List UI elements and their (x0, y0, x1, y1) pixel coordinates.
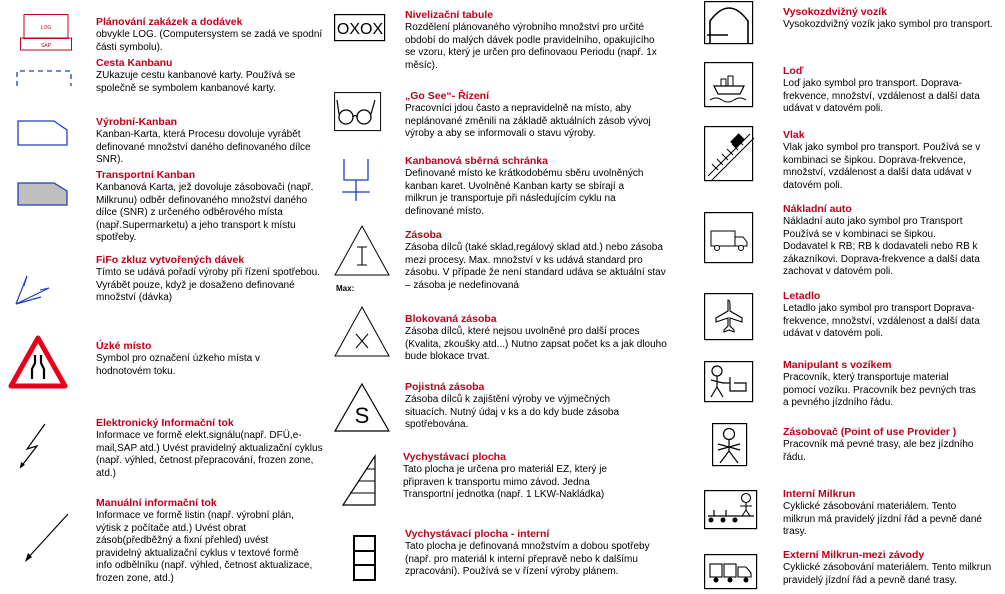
operator-cart-icon (704, 361, 754, 403)
ship-icon (704, 62, 754, 108)
legend-entry-load-leveling (405, 9, 663, 72)
train-icon (704, 126, 754, 182)
entry-title: Pojistná zásoba (405, 381, 485, 393)
pou-provider-icon (712, 423, 748, 467)
go-see-glasses-icon (334, 92, 382, 132)
internal-staging-icon (353, 535, 377, 581)
production-control-bottom-label: SAP (40, 43, 52, 49)
legend-entry-internal-milkrun (783, 488, 983, 539)
legend-entry-inventory (405, 229, 667, 292)
entry-title: Vlak (783, 129, 805, 141)
manual-info-flow-icon (22, 512, 70, 564)
load-leveling-icon (334, 14, 386, 42)
entry-title: Vychystávací plocha - interní (405, 528, 550, 540)
legend-entry-truck (783, 203, 983, 279)
entry-title: „Go See“- Řízení (405, 90, 490, 102)
entry-title: Nivelizační tabule (405, 9, 494, 21)
entry-description: Tato plocha je definovaná množstvím a dobou spotřeby (např. pro materiál k interní přepravě nebo k dalšímu zpracování). Používá se v řízení výroby plánem. (405, 541, 650, 577)
inventory-icon (333, 225, 391, 277)
entry-description: Informace ve formě elekt.signálu(např. DFÜ,e-mail,SAP atd.) Uvést pravidelný aktualizační cyklus (např. výhled, četnost přepracování, frozen zone, atd.) (96, 430, 323, 479)
legend-entry-kanban-post (405, 155, 655, 218)
legend-entry-ship (783, 65, 999, 116)
legend-entry-operator-cart (783, 359, 983, 410)
kanban-post-icon (340, 158, 372, 202)
entry-title: Zásoba (405, 229, 442, 241)
entry-description: Rozdělení plánovaného výrobního množství pro určité období do malých dávek podle pravidelního, opakujícího se vzoru, který je určen pro definovaou Periodu (např. 1x měsíc). (405, 22, 657, 71)
electronic-info-flow-icon (18, 422, 48, 470)
load-leveling-text: OXOX (336, 21, 384, 38)
legend-entry-manual-info-flow (96, 497, 316, 585)
entry-title: Úzké místo (96, 340, 152, 352)
blocked-inventory-icon (333, 306, 391, 358)
entry-title: Vychystávací plocha (403, 451, 506, 463)
entry-title: Plánování zakázek a dodávek (96, 16, 243, 28)
entry-description: Informace ve formě listin (např. výrobní plán, výtisk z počítače atd.) Uvést obrat zásob(předběžný a fixní přehled) uvést pravidelný aktualizační cyklus v textové formě info odbělníku (např. výhled, četnost aktualizace, frozen zone, atd.) (96, 510, 313, 584)
entry-title: Manipulant s vozíkem (783, 359, 892, 371)
entry-title: Transportní Kanban (96, 169, 196, 181)
entry-description: Zásoba dílců, které nejsou uvolněné pro další proces (Kvalita, zkoušky atd...) Nutno zapsat počet ks a jak dlouho bude blokace trvat. (405, 326, 667, 362)
production-control-top-label: LOG (40, 25, 52, 31)
legend-entry-production-control (96, 16, 324, 54)
external-milkrun-icon (704, 554, 758, 590)
entry-title: Elektronický Informační tok (96, 417, 234, 429)
entry-description: Kanbanová Karta, jež dovoluje zásobovači (např. Milkrunu) odběr definovaného množství daného dílce (SNR) z určeného odběrového místa (např.Supermarketu) a jeho transport k místu spotřeby. (96, 182, 314, 243)
entry-description: Cyklické zásobování materiálem. Tento milkrun má pravidelý jízdní řád a pevně dané trasy. (783, 501, 982, 537)
legend-entry-internal-staging (405, 528, 657, 579)
entry-title: Externí Milkrun-mezi závody (783, 549, 925, 561)
fifo-icon (13, 268, 53, 306)
entry-title: Nákladní auto (783, 203, 852, 215)
legend-entry-external-milkrun (783, 549, 1003, 587)
entry-description: ZUkazuje cestu kanbanové karty. Používá se společně se symbolem kanbanové karty. (96, 70, 296, 94)
entry-description: Loď jako symbol pro transport. Doprava-frekvence, množství, vzdálenost a další data udávat v datovém poli. (783, 78, 980, 114)
entry-title: Interní Milkrun (783, 488, 856, 500)
entry-description: Kanban-Karta, která Procesu dovoluje vyrábět definované množství daného definovaného dílce SNR). (96, 129, 311, 165)
legend-entry-blocked-inventory (405, 313, 667, 364)
legend-entry-forklift (783, 6, 993, 32)
entry-title: Výrobní-Kanban (96, 116, 178, 128)
legend-entry-go-see (405, 90, 667, 141)
inventory-max-label: Max: (336, 284, 355, 293)
entry-description: Letadlo jako symbol pro transport Doprava-frekvence, množství, vzdálenost a další data udávat v datovém poli. (783, 303, 980, 339)
entry-description: Pracovník má pevné trasy, ale bez jízdního řádu. (783, 439, 974, 463)
safety-stock-icon (333, 383, 391, 433)
entry-description: Definované místo ke krátkodobému sběru uvolněných kanban karet. Uvolněné Kanban karty se sbírají a milkrun je transportuje při následujícím cyklu na definované místo. (405, 168, 644, 217)
entry-description: Pracovníci jdou často a nepravidelně na místo, aby neplánované změnili na základě aktuálních zásob vývoj výroby a aby se informovali o stavu výroby. (405, 103, 651, 139)
legend-entry-safety-stock (405, 381, 645, 432)
entry-description: Pracovník, který transportuje material pomocí vozíku. Pracovník bez pevných tras a pevného jízdního řádu. (783, 372, 976, 408)
legend-entry-fifo (96, 254, 324, 305)
entry-description: Vysokozdvižný vozík jako symbol pro transport. (783, 19, 993, 30)
legend-entry-kanban-path (96, 57, 324, 95)
entry-title: Manuální informační tok (96, 497, 217, 509)
legend-entry-electronic-info-flow (96, 417, 326, 480)
legend-entry-airplane (783, 290, 999, 341)
legend-entry-withdrawal-kanban (96, 169, 324, 245)
legend-entry-pou-provider (783, 426, 998, 464)
truck-icon (704, 212, 754, 264)
entry-description: Symbol pro označení úzkeho místa v hodnotovém toku. (96, 353, 260, 377)
entry-title: Loď (783, 65, 804, 77)
entry-description: Zásoba dílců k zajištění výroby ve výjmečných situacích. Nutný údaj v ks a do kdy bude zásoba spotřebována. (405, 394, 620, 430)
entry-title: FiFo zkluz vytvořených dávek (96, 254, 245, 266)
legend-entry-shipping-area (403, 451, 638, 502)
production-control-icon (20, 14, 76, 52)
entry-title: Vysokozdvižný vozík (783, 6, 888, 18)
entry-title: Zásobovač (Point of use Provider ) (783, 426, 957, 438)
production-kanban-icon (17, 120, 69, 146)
entry-description: Zásoba dílců (také sklad,regálový sklad atd.) nebo zásoba mezi procesy. Max. množství v ks udává standard pro zásobu. V případe že není standard udáva se aktuální stav – zásoba je nedefinovaná (405, 242, 666, 291)
entry-description: Tato plocha je určena pro materiál EZ, který je připraven k transportu mimo závod. Jedna Transportní jednotka (např. 1 LKW-Nakládka) (403, 464, 607, 500)
entry-description: Tímto se udává pořadí výroby při řízení spotřebou. Vyrábět pouze, když je dosaženo definované množství (dávka) (96, 267, 320, 303)
entry-description: Nákladní auto jako symbol pro Transport Používá se v kombinaci se šipkou. Dodavatel k RB; RB k dodavateli nebo RB k zákazníkovi. Doprava-frekvence a další data zachovat v datovém poli. (783, 216, 980, 277)
entry-title: Blokovaná zásoba (405, 313, 497, 325)
entry-title: Kanbanová sběrná schránka (405, 155, 548, 167)
legend-entry-train (783, 129, 995, 192)
kanban-path-icon (16, 68, 74, 90)
legend-entry-bottleneck (96, 340, 296, 378)
withdrawal-kanban-icon (17, 182, 69, 206)
shipping-area-icon (341, 455, 377, 507)
entry-description: Vlak jako symbol pro transport. Používá se v kombinaci se šipkou. Doprava-frekvence, množství, vzdálenost a další data udávat v datovém poli. (783, 142, 981, 191)
entry-title: Cesta Kanbanu (96, 57, 173, 69)
safety-stock-letter: S (354, 403, 370, 428)
airplane-icon (704, 293, 754, 341)
bottleneck-icon (9, 336, 67, 388)
legend-entry-production-kanban (96, 116, 331, 167)
entry-description: Cyklické zásobování materiálem. Tento milkrun pravidelý jízdní řád a pevně dané trasy. (783, 562, 992, 586)
entry-title: Letadlo (783, 290, 821, 302)
forklift-icon (704, 1, 754, 45)
internal-milkrun-icon (704, 490, 758, 530)
entry-description: obvykle LOG. (Computersystem se zadá ve spodní části symbolu). (96, 29, 323, 53)
